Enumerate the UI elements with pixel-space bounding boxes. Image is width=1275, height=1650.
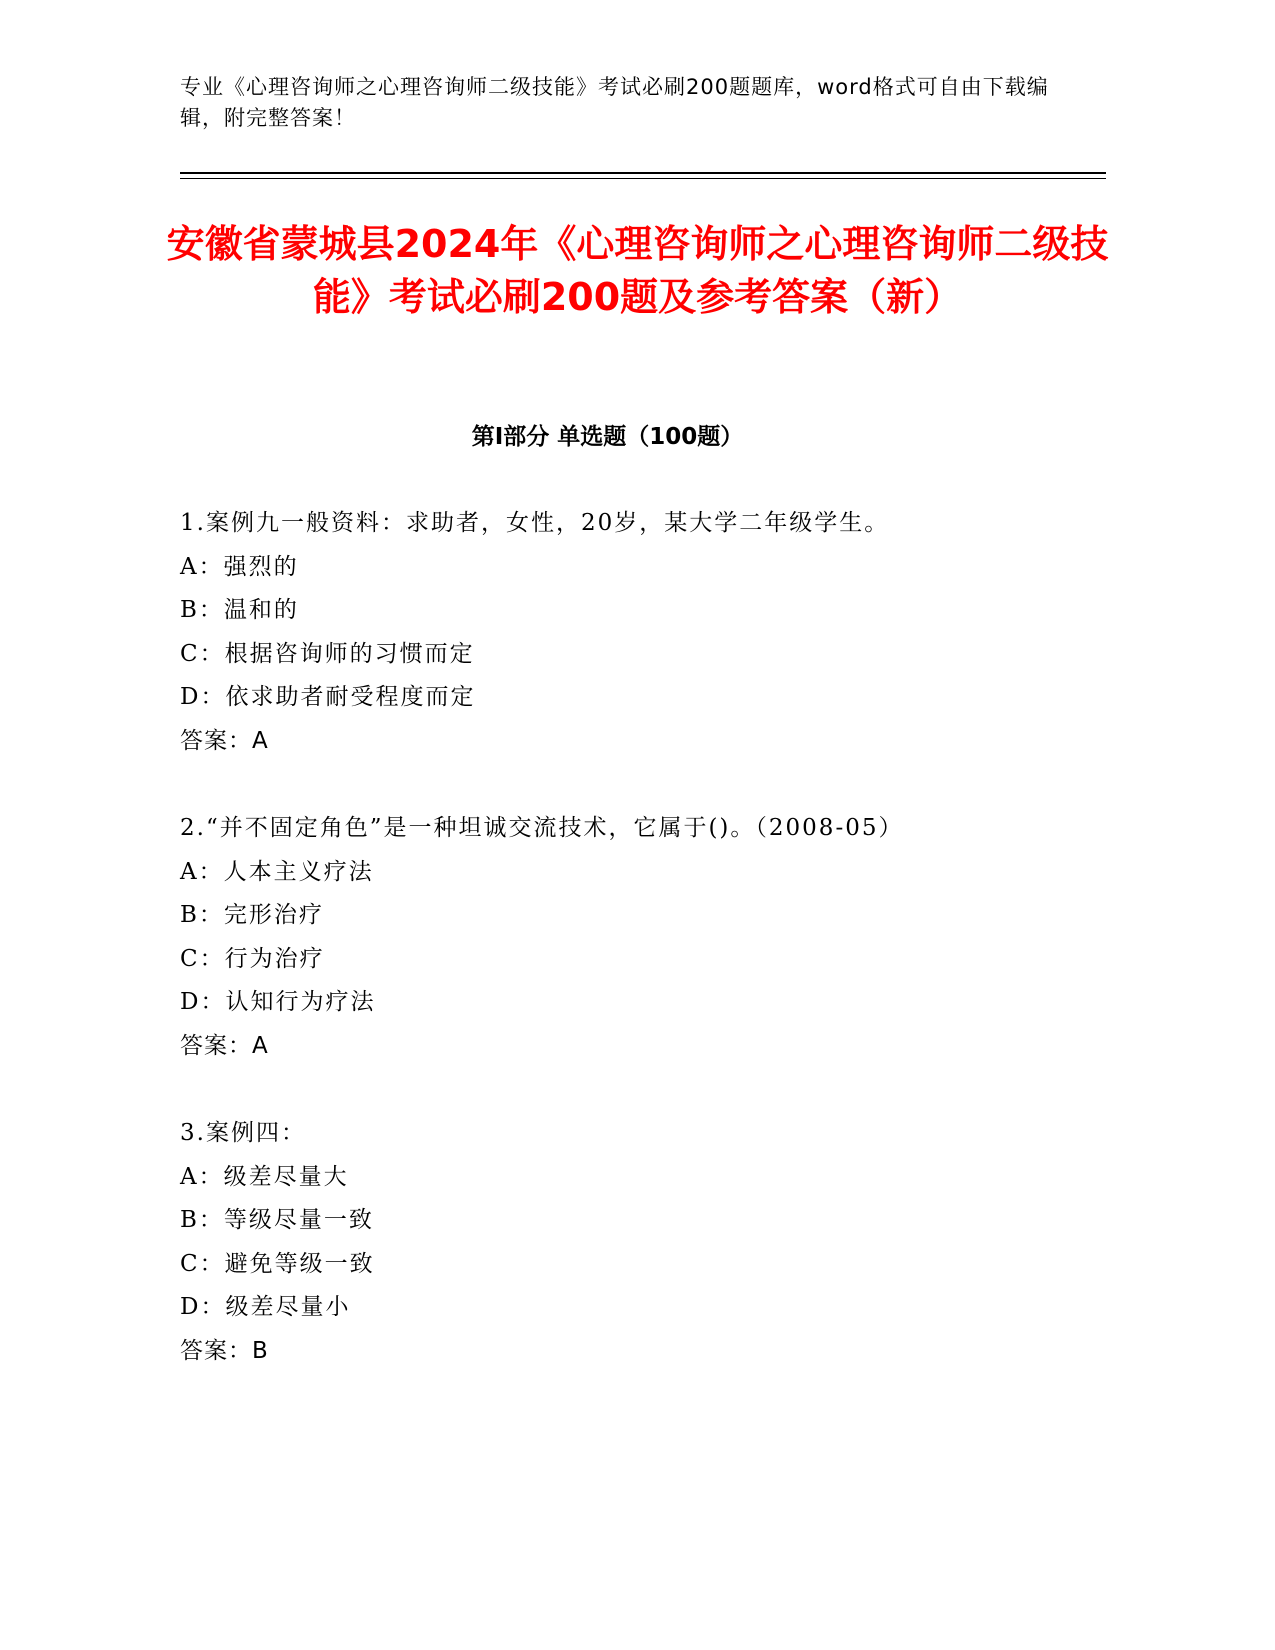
option-a: A：级差尽量大	[180, 1163, 349, 1190]
answer-line: 答案：B	[180, 1337, 269, 1364]
question-3	[180, 1118, 1080, 1380]
option-d: D：依求助者耐受程度而定	[180, 684, 476, 711]
option-c: C：避免等级一致	[180, 1250, 375, 1277]
option-d: D：级差尽量小	[180, 1294, 351, 1321]
document-title: 安徽省蒙城县2024年《心理咨询师之心理咨询师二级技能》考试必刷200题及参考答案（新）	[166, 222, 1109, 319]
question-1	[180, 508, 1080, 770]
header-rule-thick	[180, 172, 1106, 174]
answer-line: 答案：A	[180, 1032, 269, 1059]
header-rule-thin	[180, 178, 1106, 179]
option-a: A：强烈的	[180, 553, 299, 580]
question-stem: 3.案例四：	[180, 1120, 306, 1146]
option-b: B：温和的	[180, 597, 299, 624]
question-stem: 1.案例九一般资料：求助者，女性，20岁，某大学二年级学生。	[180, 510, 890, 536]
question-2	[180, 813, 1080, 1075]
option-d: D：认知行为疗法	[180, 989, 376, 1016]
section-title: 第Ⅰ部分 单选题（100题）	[471, 424, 744, 450]
header-note: 专业《心理咨询师之心理咨询师二级技能》考试必刷200题题库，word格式可自由下载编辑，附完整答案！	[180, 75, 1049, 130]
option-c: C：行为治疗	[180, 945, 325, 972]
question-stem: 2.“并不固定角色”是一种坦诚交流技术，它属于()。（2008-05）	[180, 815, 904, 841]
option-b: B：完形治疗	[180, 902, 324, 929]
option-b: B：等级尽量一致	[180, 1207, 374, 1234]
answer-line: 答案：A	[180, 727, 269, 754]
option-a: A：人本主义疗法	[180, 858, 374, 885]
option-c: C：根据咨询师的习惯而定	[180, 640, 475, 667]
